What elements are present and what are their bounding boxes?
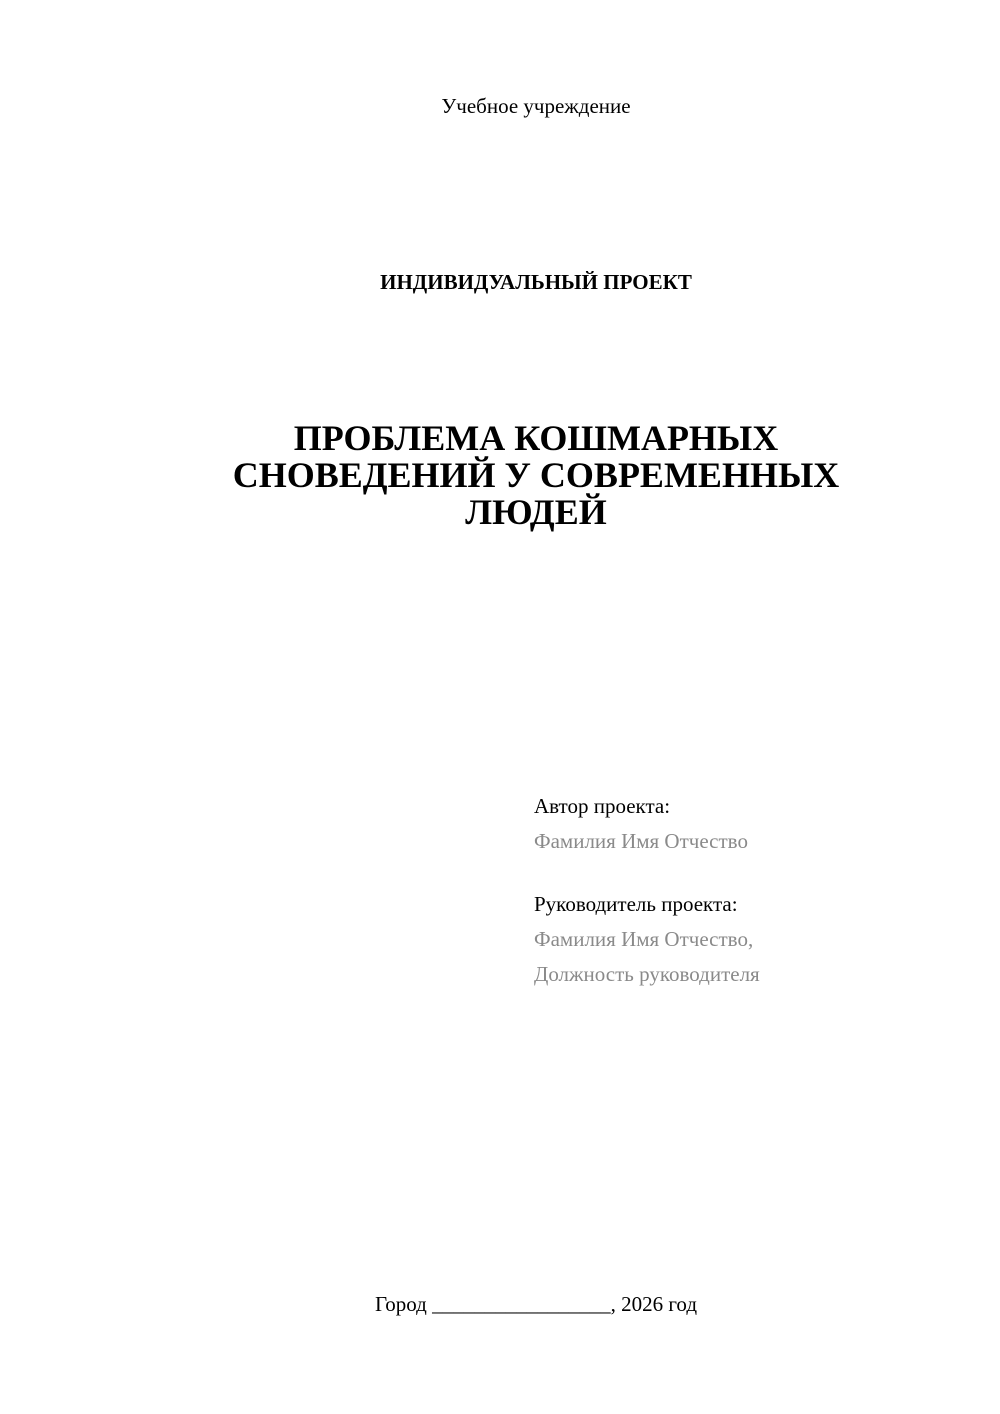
institution-name: Учебное учреждение <box>441 94 631 118</box>
project-type-heading: ИНДИВИДУАЛЬНЫЙ ПРОЕКТ <box>380 270 692 294</box>
supervisor-position: Должность руководителя <box>534 962 760 986</box>
supervisor-name: Фамилия Имя Отчество, <box>534 927 754 951</box>
project-info-block <box>534 789 760 992</box>
author-label: Автор проекта: <box>534 794 671 818</box>
supervisor-label: Руководитель проекта: <box>534 892 738 916</box>
project-title-line: ЛЮДЕЙ <box>465 492 607 532</box>
author-name: Фамилия Имя Отчество <box>534 829 748 853</box>
spacer <box>534 859 760 887</box>
city-year-footer: Город _________________, 2026 год <box>374 1292 698 1316</box>
project-title-line: ПРОБЛЕМА КОШМАРНЫХ <box>293 418 779 458</box>
project-title <box>150 420 922 531</box>
project-title-line: СНОВЕДЕНИЙ У СОВРЕМЕННЫХ <box>232 455 840 495</box>
